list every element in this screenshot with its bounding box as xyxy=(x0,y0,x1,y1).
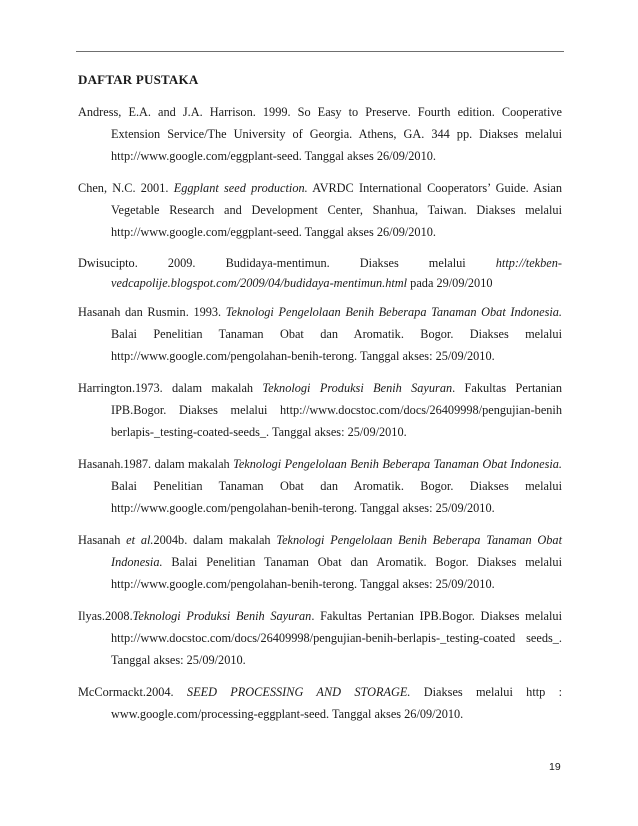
reference-entry xyxy=(78,605,562,671)
reference-entry xyxy=(78,681,562,725)
reference-list xyxy=(78,101,562,735)
reference-text: AVRDC International Cooperators’ Guide. Asian Vegetable Research and Development Center, Shanhua, Taiwan. Diakses melalui http://www.google.com/eggplant-seed. Tanggal akses 26/09/2010. xyxy=(111,181,562,239)
reference-text: . Fakultas Pertanian IPB.Bogor. Diakses melalui http://www.docstoc.com/docs/26409998/pengujian-benih-berlapis-_testing-coated seeds_. Tanggal akses: 25/09/2010. xyxy=(111,609,562,667)
reference-text: Dwisucipto. 2009. Budidaya-mentimun. Diakses melalui xyxy=(78,256,496,270)
reference-text: Chen, N.C. 2001. xyxy=(78,181,174,195)
reference-text: Teknologi Produksi Benih Sayuran xyxy=(132,609,312,623)
page-number: 19 xyxy=(549,761,561,773)
reference-text: Teknologi Pengelolaan Benih Beberapa Tanaman Obat Indonesia. xyxy=(233,457,562,471)
reference-entry xyxy=(78,453,562,519)
reference-text: Hasanah xyxy=(78,533,127,547)
reference-text: . Fakultas Pertanian IPB.Bogor. Diakses melalui http://www.docstoc.com/docs/26409998/pengujian-benih berlapis-_testing-coated-seeds_. Tanggal akses: 25/09/2010. xyxy=(111,381,562,439)
reference-entry xyxy=(78,253,562,293)
reference-text: Teknologi Pengelolaan Benih Beberapa Tanaman Obat Indonesia. xyxy=(225,305,562,319)
reference-text: Hasanah dan Rusmin. 1993. xyxy=(78,305,226,319)
reference-text: et al. xyxy=(126,533,154,547)
reference-text: Ilyas.2008. xyxy=(78,609,133,623)
reference-text: http://tekben-vedcapolije.blogspot.com/2009/04/budidaya-mentimun.html xyxy=(111,256,562,290)
reference-text: pada 29/09/2010 xyxy=(407,276,493,290)
reference-text: Teknologi Pengelolaan Benih Beberapa Tanaman Obat Indonesia. xyxy=(111,533,562,569)
reference-text: Teknologi Produksi Benih Sayuran xyxy=(262,381,453,395)
header-rule xyxy=(76,51,564,52)
reference-entry xyxy=(78,101,562,167)
reference-text: Balai Penelitian Tanaman Obat dan Aromatik. Bogor. Diakses melalui http://www.google.com/pengolahan-benih-terong. Tanggal akses: 25/09/2010. xyxy=(111,479,562,515)
reference-entry xyxy=(78,377,562,443)
reference-text: Balai Penelitian Tanaman Obat dan Aromatik. Bogor. Diakses melalui http://www.google.com/pengolahan-benih-terong. Tanggal akses: 25/09/2010. xyxy=(111,327,562,363)
reference-text: 2004b. dalam makalah xyxy=(153,533,277,547)
page-heading: DAFTAR PUSTAKA xyxy=(78,72,199,87)
reference-entry xyxy=(78,529,562,595)
reference-text: Balai Penelitian Tanaman Obat dan Aromatik. Bogor. Diakses melalui http://www.google.com/pengolahan-benih-terong. Tanggal akses: 25/09/2010. xyxy=(111,555,562,591)
reference-entry xyxy=(78,177,562,243)
reference-text: Eggplant seed production. xyxy=(173,181,308,195)
reference-text: McCormackt.2004. xyxy=(78,685,187,699)
reference-entry xyxy=(78,301,562,367)
reference-text: Andress, E.A. and J.A. Harrison. 1999. So Easy to Preserve. Fourth edition. Cooperative Extension Service/The University of Georgia. Athens, GA. 344 pp. Diakses melalui http://www.google.com/eggplant-seed. Tanggal akses 26/09/2010. xyxy=(78,105,562,163)
reference-text: Diakses melalui http : www.google.com/processing-eggplant-seed. Tanggal akses 26/09/2010. xyxy=(111,685,563,721)
reference-text: SEED PROCESSING AND STORAGE. xyxy=(186,685,411,699)
reference-text: Hasanah.1987. dalam makalah xyxy=(78,457,234,471)
reference-text: Harrington.1973. dalam makalah xyxy=(78,381,263,395)
